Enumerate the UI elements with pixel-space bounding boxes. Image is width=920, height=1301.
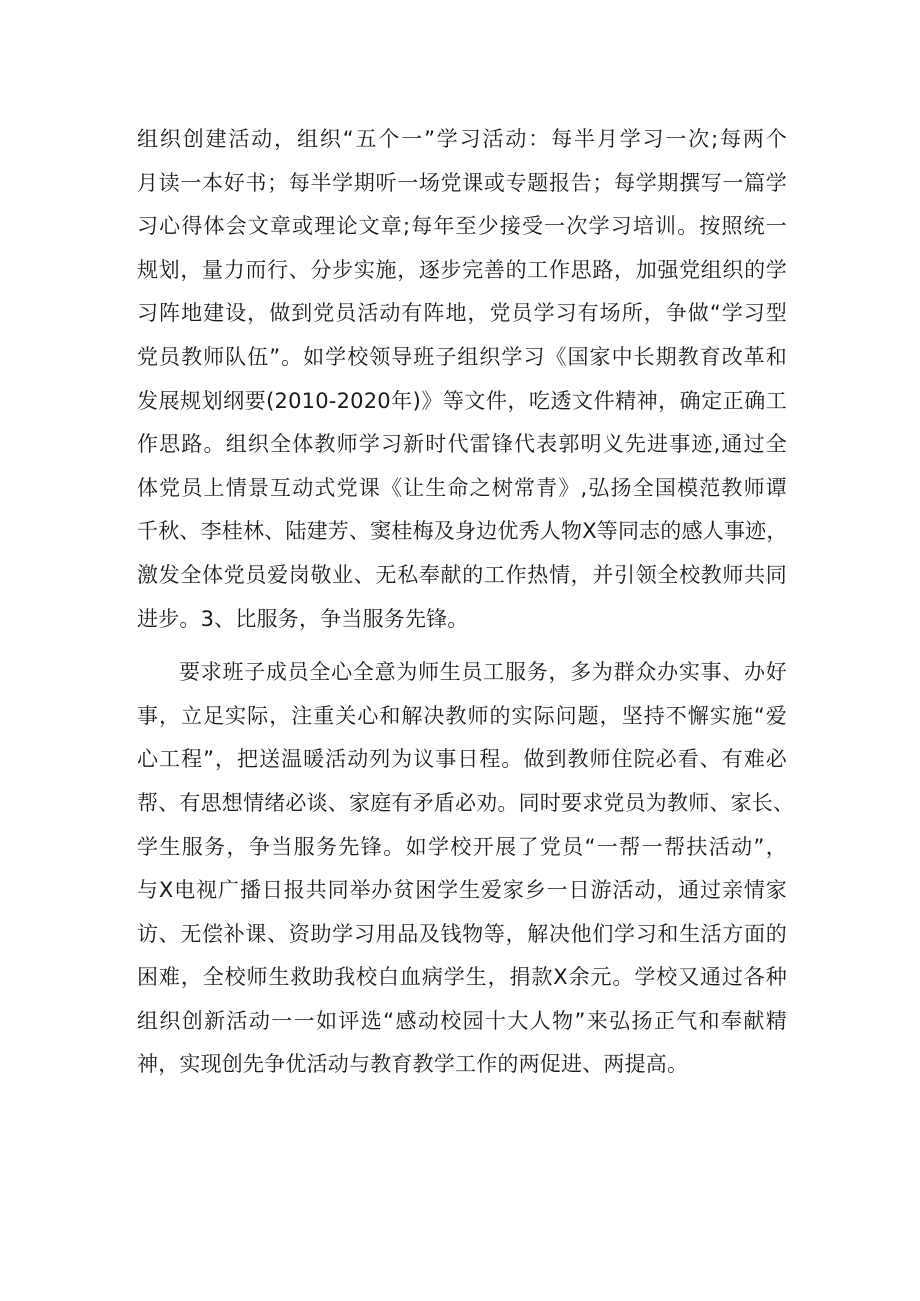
text-line: 激发全体党员爱岗敬业、无私奉献的工作热情，并引领全校教师共同 [137, 562, 787, 587]
text-line: 要求班子成员全心全意为师生员工服务，多为群众办实事、办好 [179, 660, 787, 685]
paragraph-1 [137, 118, 787, 641]
text-line: 与X电视广播日报共同举办贫困学生爱家乡一日游活动，通过亲情家 [137, 878, 787, 903]
text-line: 访、无偿补课、资助学习用品及钱物等，解决他们学习和生活方面的 [137, 921, 787, 946]
text-line: 心工程”，把送温暖活动列为议事日程。做到教师住院必看、有难必 [137, 747, 787, 772]
document-body [137, 118, 795, 1087]
text-line: 学生服务，争当服务先锋。如学校开展了党员“一帮一帮扶活动”， [137, 834, 787, 859]
paragraph-spacer [137, 641, 787, 651]
text-line: 神，实现创先争优活动与教育教学工作的两促进、两提高。 [137, 1052, 689, 1077]
text-line: 组织创新活动一一如评选“感动校园十大人物”来弘扬正气和奉献精 [137, 1008, 787, 1033]
text-line: 规划，量力而行、分步实施，逐步完善的工作思路，加强党组织的学 [137, 257, 787, 282]
text-line: 习阵地建设，做到党员活动有阵地，党员学习有场所，争做“学习型 [137, 301, 787, 326]
text-line: 组织创建活动，组织“五个一”学习活动：每半月学习一次;每两个 [137, 127, 787, 151]
text-line: 作思路。组织全体教师学习新时代雷锋代表郭明义先进事迹,通过全 [137, 432, 787, 457]
text-line: 习心得体会文章或理论文章;每年至少接受一次学习培训。按照统一 [137, 214, 787, 239]
text-line: 帮、有思想情绪必谈、家庭有矛盾必劝。同时要求党员为教师、家长、 [137, 790, 795, 815]
text-line: 发展规划纲要(2010-2020年)》等文件，吃透文件精神，确定正确工 [137, 388, 787, 413]
text-line: 党员教师队伍”。如学校领导班子组织学习《国家中长期教育改革和 [137, 344, 787, 369]
text-line: 进步。3、比服务，争当服务先锋。 [137, 606, 469, 631]
paragraph-2 [137, 651, 795, 1087]
text-line: 千秋、李桂林、陆建芳、窦桂梅及身边优秀人物X等同志的感人事迹， [137, 519, 788, 544]
text-line: 体党员上情景互动式党课《让生命之树常青》,弘扬全国模范教师谭 [137, 475, 787, 500]
text-line: 月读一本好书；每半学期听一场党课或专题报告；每学期撰写一篇学 [137, 170, 787, 195]
text-line: 事，立足实际，注重关心和解决教师的实际问题，坚持不懈实施“爱 [137, 703, 787, 728]
text-line: 困难，全校师生救助我校白血病学生，捐款X余元。学校又通过各种 [137, 965, 787, 990]
